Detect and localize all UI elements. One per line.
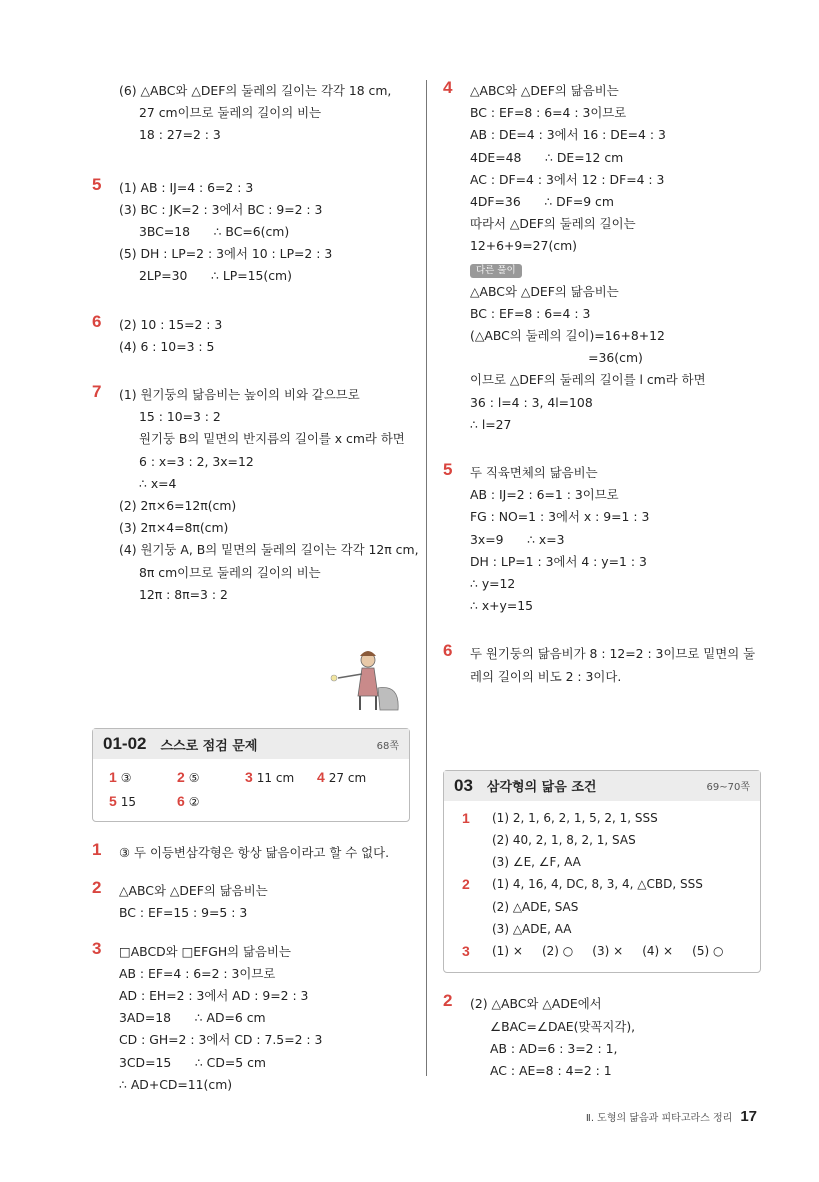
page-ref: 69~70쪽 <box>706 782 750 794</box>
answer-4 <box>443 80 761 436</box>
check-answer-1 <box>92 842 410 864</box>
text-line: 두 직육면체의 닮음비는 <box>470 465 598 481</box>
text-line: BC : EF=15 : 9=5 : 3 <box>119 905 248 921</box>
answer-item: 1 ③ <box>109 769 132 786</box>
text-line: 27 cm이므로 둘레의 길이의 비는 <box>139 105 322 121</box>
answer-5 <box>443 462 761 617</box>
right-column <box>443 80 761 1108</box>
page-ref: 68쪽 <box>376 740 399 752</box>
answer-item: 4 27 cm <box>317 769 367 786</box>
text-line: 2LP=30 ∴ LP=15(cm) <box>139 268 292 284</box>
self-check-box <box>92 728 410 822</box>
answer-row: (2) △ADE, SAS <box>492 899 579 914</box>
text-line: =36(cm) <box>470 350 643 366</box>
question-number: 5 <box>443 460 453 480</box>
text-line: AB : IJ=2 : 6=1 : 3이므로 <box>470 487 619 503</box>
question-number: 6 <box>92 311 102 331</box>
answer-row: (3) △ADE, AA <box>492 921 572 936</box>
text-line: △ABC와 △DEF의 닮음비는 <box>470 283 619 299</box>
text-line: ∴ x+y=15 <box>470 598 534 614</box>
answer-row: 1 (1) 2, 1, 6, 2, 1, 5, 2, 1, SSS <box>462 809 658 826</box>
text-line: BC : EF=8 : 6=4 : 3 <box>470 305 591 321</box>
answer-7 <box>92 382 419 606</box>
left-column <box>92 80 419 1122</box>
text-line: 15 : 10=3 : 2 <box>139 409 221 425</box>
chapter-title: Ⅱ. 도형의 닮음과 피타고라스 정리 <box>585 1113 733 1124</box>
section-title: 삼각형의 닮음 조건 <box>486 780 597 796</box>
text-line: CD : GH=2 : 3에서 CD : 7.5=2 : 3 <box>119 1032 323 1048</box>
alt-solution-badge: 다른 풀이 <box>470 264 522 278</box>
text-line: (6) △ABC와 △DEF의 둘레의 길이는 각각 18 cm, <box>119 83 392 98</box>
self-check-header <box>93 729 409 759</box>
text-line: BC : EF=8 : 6=4 : 3이므로 <box>470 105 627 121</box>
text-line: 3BC=18 ∴ BC=6(cm) <box>139 224 290 240</box>
text-line: 36 : l=4 : 3, 4l=108 <box>470 394 593 410</box>
question-number: 3 <box>92 938 102 958</box>
answer-item: 6 ② <box>177 793 200 810</box>
text-line: 12π : 8π=3 : 2 <box>139 586 228 602</box>
answer-item: 3 11 cm <box>245 769 295 786</box>
page-footer <box>586 1108 757 1125</box>
text-line: ∴ y=12 <box>470 576 516 592</box>
text-line: (1) 원기둥의 닮음비는 높이의 비와 같으므로 <box>119 387 360 403</box>
text-line: 4DF=36 ∴ DF=9 cm <box>470 194 614 210</box>
text-line: (2) 10 : 15=2 : 3 <box>119 316 223 332</box>
text-line: (4) 원기둥 A, B의 밑면의 둘레의 길이는 각각 12π cm, <box>119 542 419 558</box>
similarity-conditions-header <box>444 771 760 801</box>
answer-2-conditions <box>443 993 761 1082</box>
text-line: AC : AE=8 : 4=2 : 1 <box>490 1062 612 1078</box>
text-line: 원기둥 B의 밑면의 반지름의 길이를 x cm라 하면 <box>139 431 405 447</box>
text-line: 따라서 △DEF의 둘레의 길이는 <box>470 216 636 232</box>
check-answer-2 <box>92 880 410 924</box>
text-line: ∴ x=4 <box>139 475 177 491</box>
answer-6 <box>443 643 761 687</box>
text-line: ∴ AD+CD=11(cm) <box>119 1076 233 1092</box>
text-line: (5) DH : LP=2 : 3에서 10 : LP=2 : 3 <box>119 246 333 262</box>
page-number: 17 <box>740 1108 757 1125</box>
text-line: DH : LP=1 : 3에서 4 : y=1 : 3 <box>470 553 647 569</box>
similarity-conditions-box <box>443 770 761 973</box>
check-answer-3 <box>92 938 410 1096</box>
text-line: (1) AB : IJ=4 : 6=2 : 3 <box>119 179 254 195</box>
text-line: □ABCD와 □EFGH의 닮음비는 <box>119 943 291 959</box>
text-line: △ABC와 △DEF의 닮음비는 <box>470 83 619 98</box>
answer-6 <box>92 311 410 358</box>
text-line: AB : DE=4 : 3에서 16 : DE=4 : 3 <box>470 127 666 143</box>
text-line: (3) 2π×4=8π(cm) <box>119 520 229 536</box>
text-line: 3x=9 ∴ x=3 <box>470 531 565 547</box>
answer-row: (3) ∠E, ∠F, AA <box>492 855 581 870</box>
text-line: 8π cm이므로 둘레의 길이의 비는 <box>139 564 321 580</box>
text-line: 4DE=48 ∴ DE=12 cm <box>470 149 624 165</box>
answer-grid <box>93 759 409 821</box>
question-number: 6 <box>443 641 453 661</box>
text-line: ∠BAC=∠DAE(맞꼭지각), <box>490 1018 636 1034</box>
answer-row: 2 (1) 4, 16, 4, DC, 8, 3, 4, △CBD, SSS <box>462 876 703 893</box>
answer-row: (2) 40, 2, 1, 8, 2, 1, SAS <box>492 833 636 848</box>
text-line: 레의 길이의 비도 2 : 3이다. <box>470 668 622 684</box>
answer-item: 5 15 <box>109 793 137 810</box>
text-line: AB : EF=4 : 6=2 : 3이므로 <box>119 965 276 981</box>
answer-item: 2 ⑤ <box>177 769 200 786</box>
text-line: 6 : x=3 : 2, 3x=12 <box>139 453 254 469</box>
text-line: (2) 2π×6=12π(cm) <box>119 498 237 514</box>
answer-row: 3 (1) × (2) ○ (3) × (4) × (5) ○ <box>462 943 724 960</box>
text-line: AD : EH=2 : 3에서 AD : 9=2 : 3 <box>119 988 309 1004</box>
wizard-illustration <box>320 648 410 718</box>
column-divider <box>426 80 427 1076</box>
text-line: ③ 두 이등변삼각형은 항상 닮음이라고 할 수 없다. <box>119 845 390 861</box>
text-line: 12+6+9=27(cm) <box>470 238 577 254</box>
answer-5 <box>92 174 410 288</box>
question-number: 4 <box>443 78 453 97</box>
question-number: 2 <box>443 991 453 1011</box>
conditions-answers <box>444 801 760 972</box>
text-line: (2) △ABC와 △ADE에서 <box>470 996 602 1012</box>
text-line: FG : NO=1 : 3에서 x : 9=1 : 3 <box>470 509 650 525</box>
question-number: 7 <box>92 382 102 402</box>
text-line: 이므로 △DEF의 둘레의 길이를 l cm라 하면 <box>470 372 706 388</box>
text-line: 18 : 27=2 : 3 <box>139 127 221 143</box>
text-line: (3) BC : JK=2 : 3에서 BC : 9=2 : 3 <box>119 201 323 217</box>
section-title: 스스로 점검 문제 <box>160 738 258 754</box>
text-line: AC : DF=4 : 3에서 12 : DF=4 : 3 <box>470 171 665 187</box>
text-line: (4) 6 : 10=3 : 5 <box>119 338 215 354</box>
text-line: 두 원기둥의 닮음비가 8 : 12=2 : 3이므로 밑면의 둘 <box>470 646 756 662</box>
section-code: 01-02 <box>103 734 147 754</box>
question-number: 1 <box>92 840 102 860</box>
text-line: (△ABC의 둘레의 길이)=16+8+12 <box>470 328 665 344</box>
text-line: 3CD=15 ∴ CD=5 cm <box>119 1054 266 1070</box>
text-line: △ABC와 △DEF의 닮음비는 <box>119 883 268 899</box>
text-line: 3AD=18 ∴ AD=6 cm <box>119 1010 266 1026</box>
question-number: 5 <box>92 174 102 194</box>
section-code: 03 <box>454 775 473 795</box>
question-number: 2 <box>92 878 102 898</box>
text-line: AB : AD=6 : 3=2 : 1, <box>490 1040 618 1056</box>
text-line: ∴ l=27 <box>470 416 512 432</box>
question-4-continued <box>92 80 410 147</box>
